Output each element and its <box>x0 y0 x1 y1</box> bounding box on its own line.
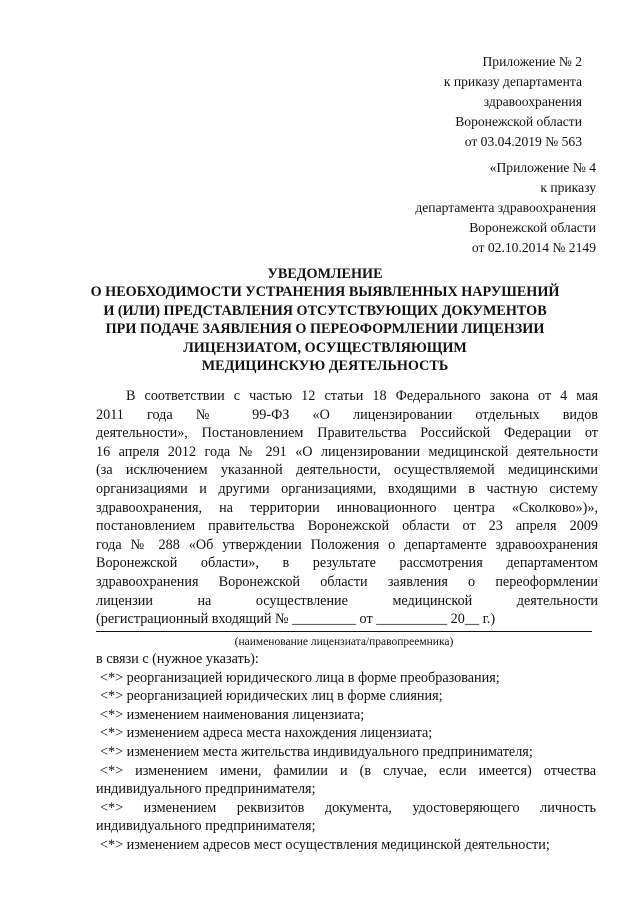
appendix-4-line: к приказу <box>540 180 596 195</box>
title-line: ПРИ ПОДАЧЕ ЗАЯВЛЕНИЯ О ПЕРЕОФОРМЛЕНИИ ЛИЦЕНЗИИ <box>105 321 545 338</box>
body-line: постановлением правительства Воронежской области от 23 апреля 2009 <box>96 518 598 535</box>
list-item: <*> изменением наименования лицензиата; <box>100 706 365 723</box>
body-line: здравоохранения, на территории инновационного центра «Сколково»)», <box>96 499 598 516</box>
list-item: <*> реорганизацией юридических лиц в форме слияния; <box>100 688 443 705</box>
document-title <box>60 265 590 375</box>
title-line: И (ИЛИ) ПРЕДСТАВЛЕНИЯ ОТСУТСТВУЮЩИХ ДОКУМЕНТОВ <box>103 302 547 319</box>
body-line: Воронежской области», в результате рассмотрения департаментом <box>96 555 598 572</box>
body-line: организациями и другими организациями, входящими в частную систему <box>96 480 598 497</box>
list-item: <*> реорганизацией юридического лица в форме преобразования; <box>100 669 500 686</box>
body-line: 2011 года № 99-ФЗ «О лицензировании отдельных видов <box>96 406 598 423</box>
body-line: В соответствии с частью 12 статьи 18 Федерального закона от 4 мая <box>126 388 598 404</box>
appendix-4-line: от 02.10.2014 № 2149 <box>471 240 596 255</box>
body-line: года № 288 «Об утверждении Положения о департаменте здравоохранения <box>96 536 598 553</box>
list-item: <*> изменением имени, фамилии и (в случае, если имеется) отчества <box>100 762 596 779</box>
body-line: здравоохранения Воронежской области заявления о переоформлении <box>96 573 598 590</box>
appendix-2-header <box>444 52 582 152</box>
title-line: УВЕДОМЛЕНИЕ <box>267 266 383 282</box>
body-line: (за исключением указанной деятельности, осуществляемой медицинскими <box>96 462 598 479</box>
licensee-caption: (наименование лицензиата/правопреемника) <box>234 636 454 648</box>
list-item: <*> изменением адресов мест осуществления медицинской деятельности; <box>100 836 550 853</box>
licensee-name-line <box>96 631 592 632</box>
appendix-2-line: от 03.04.2019 № 563 <box>464 134 582 149</box>
body-line: лицензии на осуществление медицинской деятельности <box>96 592 598 609</box>
list-item: <*> изменением адреса места нахождения лицензиата; <box>100 725 433 742</box>
title-line: О НЕОБХОДИМОСТИ УСТРАНЕНИЯ ВЫЯВЛЕННЫХ НАРУШЕНИЙ <box>90 284 560 301</box>
appendix-4-line: Воронежской области <box>469 220 596 235</box>
list-item-continuation: индивидуального предпринимателя; <box>96 781 316 798</box>
body-line: деятельности», Постановлением Правительства Российской Федерации от <box>96 425 598 442</box>
title-line: ЛИЦЕНЗИАТОМ, ОСУЩЕСТВЛЯЮЩИМ <box>183 339 467 356</box>
appendix-2-line: здравоохранения <box>483 94 582 109</box>
list-item-continuation: индивидуального предпринимателя; <box>96 818 316 835</box>
body-paragraph <box>96 387 598 629</box>
appendix-2-line: Воронежской области <box>455 114 582 129</box>
appendix-4-header <box>415 158 596 258</box>
list-item: <*> изменением места жительства индивидуального предпринимателя; <box>100 743 533 760</box>
list-item: <*> изменением реквизитов документа, удостоверяющего личность <box>100 799 596 816</box>
appendix-4-line: департамента здравоохранения <box>415 200 596 215</box>
reasons-list <box>96 650 596 855</box>
appendix-2-line: к приказу департамента <box>443 74 582 89</box>
appendix-2-line: Приложение № 2 <box>482 54 582 69</box>
body-line: (регистрационный входящий № _________ от __________ 20__ г.) <box>96 611 496 628</box>
title-line: МЕДИЦИНСКУЮ ДЕЯТЕЛЬНОСТЬ <box>201 358 449 375</box>
body-line: 16 апреля 2012 года № 291 «О лицензировании медицинской деятельности <box>96 443 598 460</box>
list-intro: в связи с (нужное указать): <box>96 651 259 667</box>
appendix-4-line: «Приложение № 4 <box>489 160 596 175</box>
